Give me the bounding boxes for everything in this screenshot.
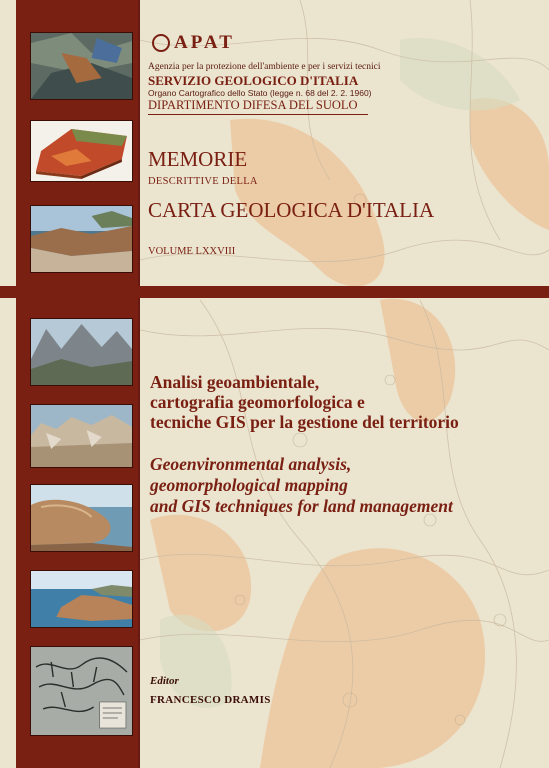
apat-emblem-icon: [152, 34, 170, 52]
title-italian-line: Analisi geoambientale,: [150, 372, 320, 392]
header-rule: [148, 114, 368, 115]
photo-rocky-shore: [30, 570, 133, 628]
volume-number: VOLUME LXXVIII: [148, 246, 236, 257]
photo-rock-formation: [30, 404, 133, 468]
logo-text: APAT: [174, 32, 235, 53]
title-italian-line: cartografia geomorfologica e: [150, 392, 365, 412]
editor-name: FRANCESCO DRAMIS: [150, 694, 271, 706]
title-english-line: Geoenvironmental analysis,: [150, 454, 352, 474]
divider-band: [0, 286, 549, 298]
photo-mountain-valley: [30, 318, 133, 386]
servizio-geologico: SERVIZIO GEOLOGICO D'ITALIA: [148, 73, 359, 88]
title-english-line: geomorphological mapping: [150, 475, 348, 495]
photo-3d-block-model: [30, 120, 133, 182]
agency-name: Agenzia per la protezione dell'ambiente e per i servizi tecnici: [148, 62, 381, 72]
editor-label: Editor: [150, 675, 179, 687]
series-descrittive: DESCRITTIVE DELLA: [148, 176, 258, 187]
title-english: [150, 454, 540, 517]
series-memorie: MEMORIE: [148, 147, 248, 171]
dipartimento: DIPARTIMENTO DIFESA DEL SUOLO: [148, 98, 358, 112]
photo-sea-cliff: [30, 484, 133, 552]
organo-cartografico: Organo Cartografico dello Stato (legge n. 68 del 2. 2. 1960): [148, 88, 372, 98]
photo-coastline: [30, 205, 133, 273]
title-italian-line: tecniche GIS per la gestione del territorio: [150, 412, 459, 432]
photo-geological-map: [30, 32, 133, 100]
series-carta-geologica: CARTA GEOLOGICA D'ITALIA: [148, 198, 435, 222]
title-english-line: and GIS techniques for land management: [150, 496, 453, 516]
title-italian: [150, 372, 540, 432]
photo-fossil-slab: [30, 646, 133, 736]
